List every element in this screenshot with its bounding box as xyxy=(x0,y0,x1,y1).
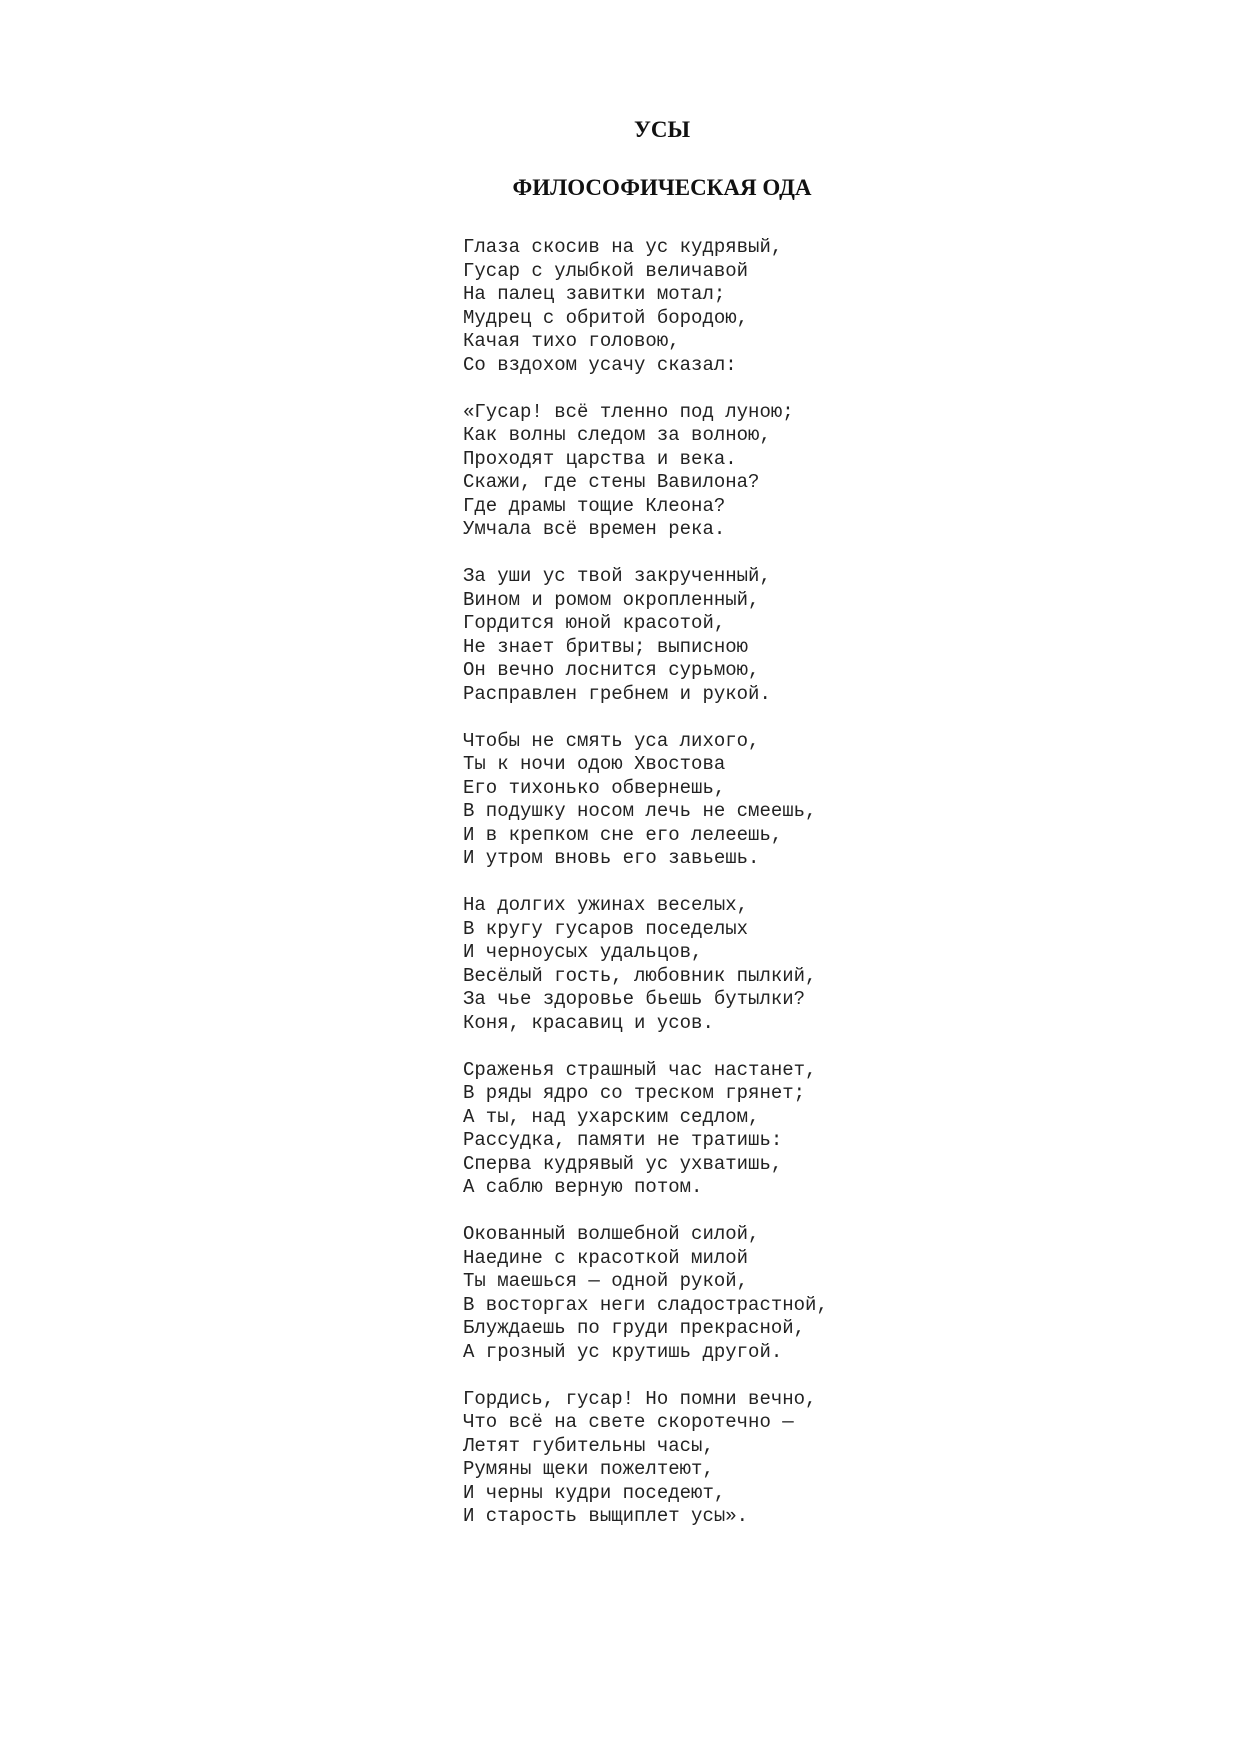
poem-line: Глаза скосив на ус кудрявый, xyxy=(463,236,783,258)
poem-body xyxy=(463,236,1223,1552)
poem-line: Со вздохом усачу сказал: xyxy=(463,353,737,376)
poem-line: Проходят царства и века. xyxy=(463,447,737,470)
poem-line: Коня, красавиц и усов. xyxy=(463,1011,714,1034)
poem-line: На палец завитки мотал; xyxy=(463,283,726,305)
poem-line: Он вечно лоснится сурьмою, xyxy=(463,659,760,681)
poem-line: Ты к ночи одою Хвостова xyxy=(463,753,726,775)
poem-line: Весёлый гость, любовник пылкий, xyxy=(463,964,817,987)
poem-line: Умчала всё времен река. xyxy=(463,518,726,540)
poem-line: А саблю верную потом. xyxy=(463,1176,703,1198)
poem-line: И черноусых удальцов, xyxy=(463,941,703,963)
stanza-1 xyxy=(463,236,1223,377)
poem-subtitle: ФИЛОСОФИЧЕСКАЯ ОДА xyxy=(512,175,812,200)
poem-line: Скажи, где стены Вавилона? xyxy=(463,471,760,493)
poem-line: Чтобы не смять уса лихого, xyxy=(463,729,760,752)
stanza-5 xyxy=(463,894,1223,1035)
poem-line: Гордись, гусар! Но помни вечно, xyxy=(463,1387,817,1410)
poem-line: Гусар с улыбкой величавой xyxy=(463,259,749,282)
stanza-2 xyxy=(463,401,1223,542)
poem-line: В ряды ядро со треском грянет; xyxy=(463,1082,806,1104)
poem-line: За чье здоровье бьешь бутылки? xyxy=(463,988,806,1010)
poem-line: В кругу гусаров поседелых xyxy=(463,917,749,940)
stanza-8 xyxy=(463,1388,1223,1529)
stanza-4 xyxy=(463,730,1223,871)
poem-line: Наедине с красоткой милой xyxy=(463,1246,749,1269)
poem-line: Что всё на свете скоротечно — xyxy=(463,1411,794,1433)
poem-line: Расправлен гребнем и рукой. xyxy=(463,682,771,705)
poem-line: Где драмы тощие Клеона? xyxy=(463,494,726,517)
poem-line: Сраженья страшный час настанет, xyxy=(463,1058,817,1081)
poem-line: А грозный ус крутишь другой. xyxy=(463,1340,783,1363)
poem-line: Летят губительны часы, xyxy=(463,1434,714,1457)
poem-line: И черны кудри поседеют, xyxy=(463,1481,726,1504)
poem-line: В подушку носом лечь не смеешь, xyxy=(463,800,817,822)
poem-title: УСЫ xyxy=(633,117,691,142)
poem-line: Блуждаешь по груди прекрасной, xyxy=(463,1317,806,1339)
poem-line: А ты, над ухарским седлом, xyxy=(463,1105,760,1128)
poem-line: Его тихонько обвернешь, xyxy=(463,776,726,799)
poem-line: За уши ус твой закрученный, xyxy=(463,565,771,587)
poem-line: «Гусар! всё тленно под луною; xyxy=(463,400,794,423)
stanza-7 xyxy=(463,1223,1223,1364)
poem-line: И старость выщиплет усы». xyxy=(463,1505,749,1527)
poem-line: Румяны щеки пожелтеют, xyxy=(463,1458,714,1480)
poem-line: На долгих ужинах веселых, xyxy=(463,894,749,916)
poem-line: Сперва кудрявый ус ухватишь, xyxy=(463,1152,783,1175)
stanza-3 xyxy=(463,565,1223,706)
poem-line: Гордится юной красотой, xyxy=(463,612,726,634)
poem-line: И в крепком сне его лелеешь, xyxy=(463,823,783,846)
poem-line: Рассудка, памяти не тратишь: xyxy=(463,1129,783,1151)
poem-line: Вином и ромом окропленный, xyxy=(463,588,760,611)
poem-line: В восторгах неги сладострастной, xyxy=(463,1293,828,1316)
poem-line: И утром вновь его завьешь. xyxy=(463,847,760,869)
poem-line: Качая тихо головою, xyxy=(463,330,680,352)
poem-line: Мудрец с обритой бородою, xyxy=(463,306,749,329)
poem-line: Окованный волшебной силой, xyxy=(463,1223,760,1245)
poem-line: Не знает бритвы; выписною xyxy=(463,635,749,658)
poem-line: Как волны следом за волною, xyxy=(463,424,771,446)
stanza-6 xyxy=(463,1059,1223,1200)
poem-line: Ты маешься — одной рукой, xyxy=(463,1270,749,1292)
